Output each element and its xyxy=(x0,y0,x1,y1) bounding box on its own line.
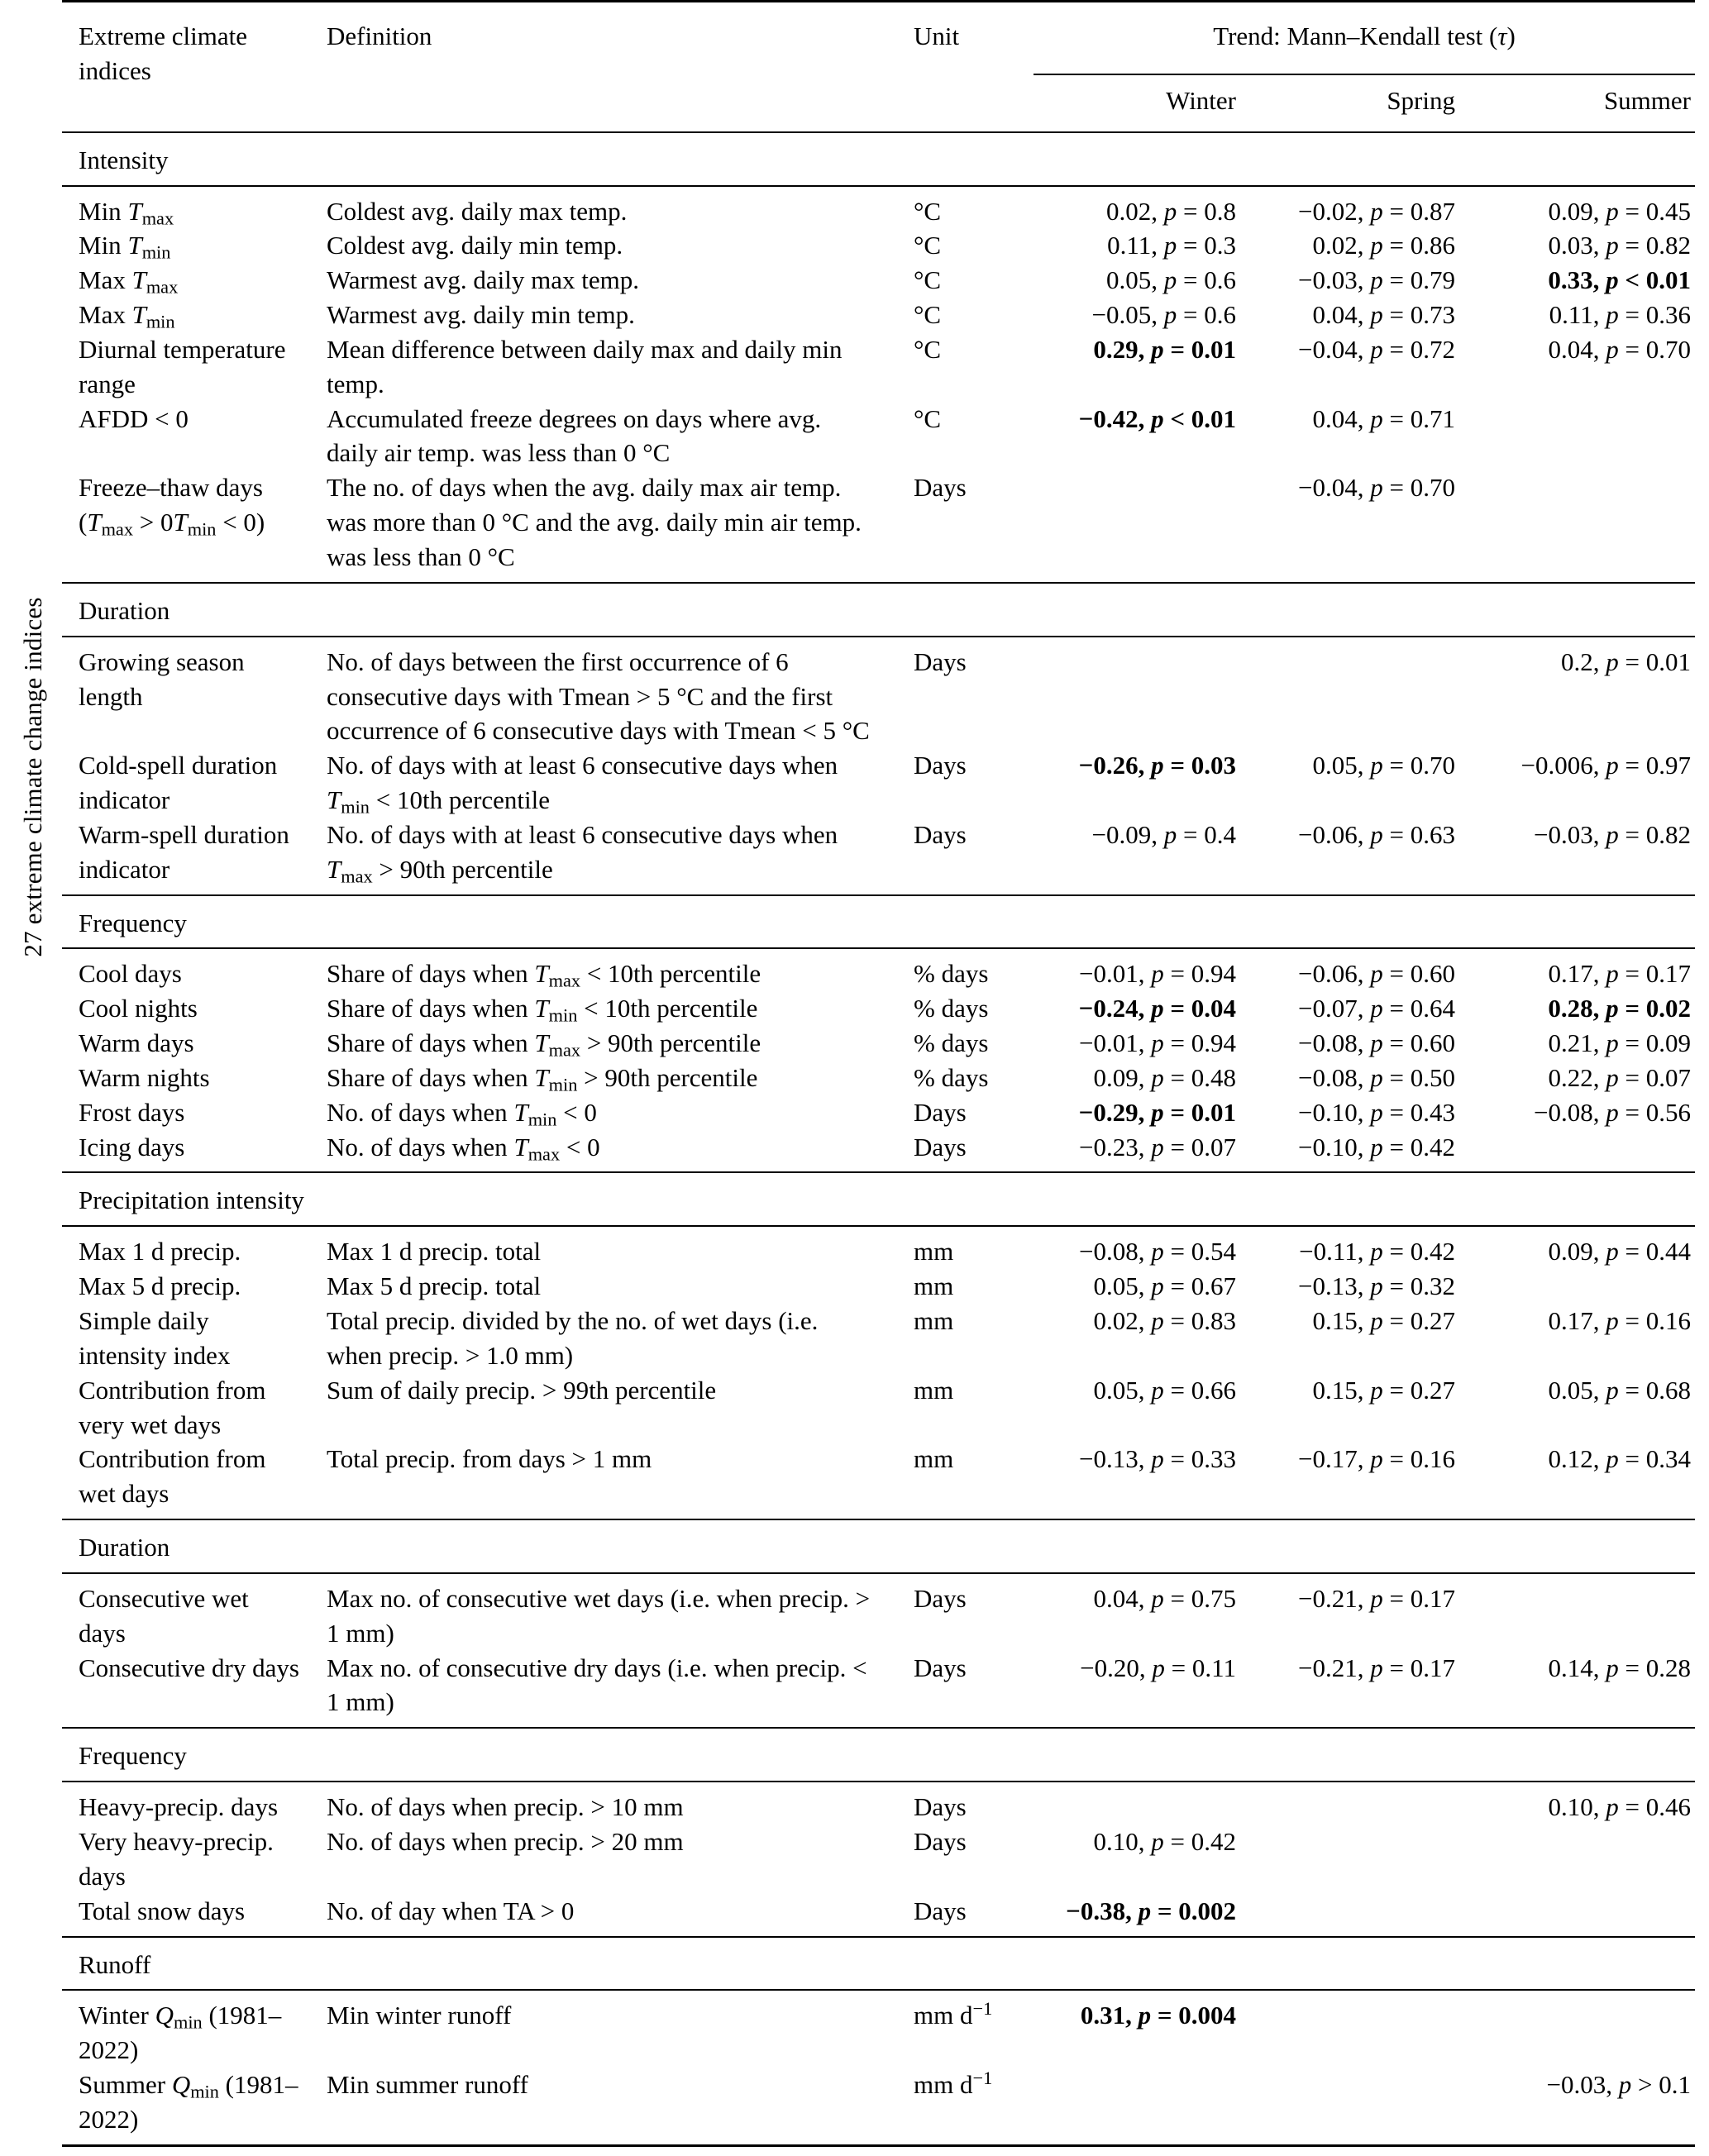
cell-spring: 0.02, p = 0.86 xyxy=(1312,231,1455,260)
cell-summer xyxy=(1459,1894,1695,1937)
cell-definition: No. of days with at least 6 consecutive days when $T_{min} < 10th$ percentile xyxy=(327,751,838,818)
cell-spring xyxy=(1240,2068,1459,2145)
section-header-row xyxy=(62,583,1695,637)
cell-unit: mm xyxy=(914,1444,954,1474)
cell-unit: mm xyxy=(914,1375,954,1405)
cell-winter: −0.38, p = 0.002 xyxy=(1066,1896,1236,1925)
cell-index: Contribution from wet days xyxy=(79,1444,266,1509)
cell-summer: 0.11, p = 0.36 xyxy=(1549,300,1691,330)
cell-definition: Total precip. from days > 1 mm xyxy=(327,1444,652,1474)
table-row xyxy=(62,818,1695,895)
table-header xyxy=(62,2,1695,132)
cell-spring: −0.10, p = 0.43 xyxy=(1298,1097,1455,1127)
cell-definition: Min winter runoff xyxy=(327,2001,512,2030)
cell-index: Summer $Q_{min}$ (1981–2022) xyxy=(79,2070,298,2134)
cell-definition: Max 1 d precip. total xyxy=(327,1237,542,1266)
cell-summer xyxy=(1459,1824,1695,1894)
table-row xyxy=(62,1782,1695,1824)
cell-summer: 0.21, p = 0.09 xyxy=(1548,1028,1691,1058)
cell-winter: −0.13, p = 0.33 xyxy=(1079,1444,1236,1474)
cell-definition: Coldest avg. daily max temp. xyxy=(327,196,628,226)
table-row xyxy=(62,1373,1695,1443)
cell-definition: No. of days between the first occurrence of 6 consecutive days with Tmean > 5 °C and the first occurrence of 6 consecutive days with Tmean < 5 °C xyxy=(327,646,870,746)
cell-index: Min $T_{min}$ xyxy=(79,231,171,263)
table-row xyxy=(62,1061,1695,1095)
cell-spring: −0.07, p = 0.64 xyxy=(1298,994,1455,1023)
cell-unit: % days xyxy=(914,1062,989,1092)
cell-winter: −0.20, p = 0.11 xyxy=(1080,1653,1236,1682)
cell-winter: −0.08, p = 0.54 xyxy=(1079,1237,1236,1266)
section-header-row xyxy=(62,1937,1695,1991)
cell-definition: Share of days when $T_{max} < 10th$ percentile xyxy=(327,959,761,991)
cell-winter: 0.29, p = 0.01 xyxy=(1093,334,1236,364)
cell-winter: −0.29, p = 0.01 xyxy=(1078,1097,1236,1127)
section-title: Precipitation intensity xyxy=(62,1172,1695,1226)
table-row xyxy=(62,948,1695,991)
table-body xyxy=(62,132,1695,2146)
table-row xyxy=(62,1095,1695,1130)
cell-spring: 0.04, p = 0.73 xyxy=(1312,300,1455,330)
cell-summer xyxy=(1459,1573,1695,1651)
cell-definition: Share of days when $T_{max} > 90th$ percentile xyxy=(327,1028,761,1061)
cell-index: Max 1 d precip. xyxy=(79,1237,241,1266)
table-row xyxy=(62,228,1695,263)
cell-spring: 0.15, p = 0.27 xyxy=(1312,1375,1455,1405)
table-row xyxy=(62,1990,1695,2068)
cell-spring: −0.21, p = 0.17 xyxy=(1298,1583,1455,1613)
cell-index: Cool days xyxy=(79,959,182,989)
cell-spring: 0.15, p = 0.27 xyxy=(1312,1306,1455,1335)
cell-winter xyxy=(1034,470,1240,583)
header-definition: Definition xyxy=(327,21,432,50)
cell-unit: % days xyxy=(914,1028,989,1058)
section-title: Duration xyxy=(62,583,1695,637)
cell-definition: No. of days when $T_{min} < 0$ xyxy=(327,1097,597,1130)
cell-summer: 0.09, p = 0.45 xyxy=(1548,196,1691,226)
section-title: Duration xyxy=(62,1519,1695,1573)
cell-index: Simple daily intensity index xyxy=(79,1306,231,1370)
cell-index: Max 5 d precip. xyxy=(79,1271,241,1301)
table-row xyxy=(62,2068,1695,2145)
cell-spring: −0.08, p = 0.60 xyxy=(1298,1028,1455,1058)
cell-index: Warm days xyxy=(79,1028,194,1058)
cell-definition: Warmest avg. daily min temp. xyxy=(327,300,635,330)
header-row-top xyxy=(62,2,1695,74)
cell-unit: Days xyxy=(914,819,967,849)
cell-unit: °C xyxy=(914,196,942,226)
cell-winter: −0.42, p < 0.01 xyxy=(1078,403,1236,433)
section-title: Runoff xyxy=(62,1937,1695,1991)
cell-summer: 0.09, p = 0.44 xyxy=(1548,1237,1691,1266)
cell-unit: mm xyxy=(914,1306,954,1335)
cell-index: Winter $Q_{min}$ (1981–2022) xyxy=(79,2001,282,2065)
header-extreme-climate-indices: Extreme climate indices xyxy=(79,21,247,85)
cell-unit: Days xyxy=(914,1653,967,1682)
cell-spring: −0.03, p = 0.79 xyxy=(1298,265,1455,295)
cell-unit: °C xyxy=(914,265,942,295)
cell-winter xyxy=(1034,1782,1240,1824)
cell-spring: −0.11, p = 0.42 xyxy=(1299,1237,1455,1266)
table-row xyxy=(62,332,1695,402)
table-row xyxy=(62,991,1695,1026)
cell-summer: 0.04, p = 0.70 xyxy=(1548,334,1691,364)
cell-definition: Max no. of consecutive dry days (i.e. when precip. < 1 mm) xyxy=(327,1653,867,1717)
cell-winter: −0.24, p = 0.04 xyxy=(1078,994,1236,1023)
rotated-side-label: 27 extreme climate change indices xyxy=(18,597,47,957)
table-row xyxy=(62,1304,1695,1373)
cell-definition: Max 5 d precip. total xyxy=(327,1271,542,1301)
cell-summer xyxy=(1459,1990,1695,2068)
cell-index: Heavy-precip. days xyxy=(79,1792,279,1822)
cell-unit: Days xyxy=(914,473,967,503)
cell-index: Icing days xyxy=(79,1132,185,1161)
table-row xyxy=(62,1130,1695,1173)
cell-index: Max $T_{min}$ xyxy=(79,300,175,332)
cell-unit: % days xyxy=(914,994,989,1023)
section-header-row xyxy=(62,1172,1695,1226)
cell-unit: mm $d^{-1}$ xyxy=(914,2067,993,2100)
cell-winter: 0.05, p = 0.6 xyxy=(1106,265,1236,295)
table-row xyxy=(62,1824,1695,1894)
cell-definition: Warmest avg. daily max temp. xyxy=(327,265,640,295)
cell-definition: No. of days when precip. > 20 mm xyxy=(327,1826,684,1856)
cell-unit: mm $d^{-1}$ xyxy=(914,1998,993,2030)
cell-unit: Days xyxy=(914,1583,967,1613)
cell-winter: 0.31, p = 0.004 xyxy=(1080,2001,1236,2030)
table-row xyxy=(62,470,1695,583)
table-row xyxy=(62,748,1695,818)
cell-unit: Days xyxy=(914,646,967,676)
cell-summer: 0.17, p = 0.16 xyxy=(1548,1306,1691,1335)
cell-summer xyxy=(1459,1269,1695,1304)
section-header-row xyxy=(62,1728,1695,1782)
cell-summer: −0.006, p = 0.97 xyxy=(1520,751,1691,780)
cell-definition: Share of days when $T_{min} > 90th$ percentile xyxy=(327,1062,758,1095)
cell-spring: −0.02, p = 0.87 xyxy=(1298,196,1455,226)
cell-unit: Days xyxy=(914,751,967,780)
table-row xyxy=(62,186,1695,229)
cell-definition: The no. of days when the avg. daily max air temp. was more than 0 °C and the avg. daily min air temp. was less than 0 °C xyxy=(327,473,862,571)
cell-index: Consecutive wet days xyxy=(79,1583,249,1648)
cell-summer: 0.03, p = 0.82 xyxy=(1548,231,1691,260)
table-row xyxy=(62,1651,1695,1729)
cell-winter: 0.05, p = 0.66 xyxy=(1093,1375,1236,1405)
cell-winter: 0.02, p = 0.8 xyxy=(1106,196,1236,226)
table-row xyxy=(62,637,1695,749)
cell-index: Min $T_{max}$ xyxy=(79,196,174,229)
section-title: Intensity xyxy=(62,132,1695,186)
cell-winter: −0.09, p = 0.4 xyxy=(1091,819,1236,849)
cell-definition: No. of day when TA > 0 xyxy=(327,1896,575,1925)
table-row xyxy=(62,402,1695,471)
table-row xyxy=(62,1573,1695,1651)
cell-index: Warm-spell duration indicator xyxy=(79,819,289,884)
cell-summer: 0.28, p = 0.02 xyxy=(1548,994,1691,1023)
cell-index: Freeze–thaw days $(T_{max} > 0T_{min} < 0)$ xyxy=(79,473,265,540)
cell-spring: 0.05, p = 0.70 xyxy=(1312,751,1455,780)
section-header-row xyxy=(62,895,1695,949)
cell-winter: 0.10, p = 0.42 xyxy=(1093,1826,1236,1856)
header-season-spring: Spring xyxy=(1387,85,1455,115)
cell-definition: Total precip. divided by the no. of wet days (i.e. when precip. > 1.0 mm) xyxy=(327,1306,819,1370)
cell-definition: Mean difference between daily max and daily min temp. xyxy=(327,334,843,398)
cell-winter: 0.11, p = 0.3 xyxy=(1107,231,1236,260)
cell-spring: −0.13, p = 0.32 xyxy=(1298,1271,1455,1301)
cell-winter: −0.23, p = 0.07 xyxy=(1079,1132,1236,1161)
cell-definition: No. of days with at least 6 consecutive days when $T_{max} > 90th$ percentile xyxy=(327,819,838,887)
cell-summer: 0.05, p = 0.68 xyxy=(1548,1375,1691,1405)
cell-index: Warm nights xyxy=(79,1062,210,1092)
section-title: Frequency xyxy=(62,895,1695,949)
cell-summer xyxy=(1459,1130,1695,1173)
cell-index: Contribution from very wet days xyxy=(79,1375,266,1439)
cell-spring: −0.06, p = 0.60 xyxy=(1298,959,1455,989)
cell-definition: Min summer runoff xyxy=(327,2070,528,2100)
cell-index: Very heavy-precip. days xyxy=(79,1826,274,1891)
cell-summer: 0.2, p = 0.01 xyxy=(1561,646,1691,676)
cell-definition: Sum of daily precip. > 99th percentile xyxy=(327,1375,717,1405)
cell-spring xyxy=(1240,637,1459,749)
cell-summer: −0.03, p = 0.82 xyxy=(1534,819,1691,849)
header-unit: Unit xyxy=(914,21,960,50)
section-header-row xyxy=(62,132,1695,186)
cell-spring: −0.17, p = 0.16 xyxy=(1298,1444,1455,1474)
cell-winter: 0.09, p = 0.48 xyxy=(1093,1062,1236,1092)
cell-winter: −0.01, p = 0.94 xyxy=(1079,959,1236,989)
cell-spring xyxy=(1240,1824,1459,1894)
cell-definition: Share of days when $T_{min} < 10th$ percentile xyxy=(327,994,758,1026)
cell-index: Growing season length xyxy=(79,646,245,711)
cell-index: Diurnal temperature range xyxy=(79,334,286,398)
table-row xyxy=(62,298,1695,332)
cell-definition: Coldest avg. daily min temp. xyxy=(327,231,623,260)
cell-unit: mm xyxy=(914,1271,954,1301)
section-title: Frequency xyxy=(62,1728,1695,1782)
cell-spring xyxy=(1240,1990,1459,2068)
cell-unit: °C xyxy=(914,403,942,433)
cell-unit: °C xyxy=(914,334,942,364)
cell-spring: −0.08, p = 0.50 xyxy=(1298,1062,1455,1092)
cell-winter: 0.04, p = 0.75 xyxy=(1093,1583,1236,1613)
table-row xyxy=(62,263,1695,298)
section-header-row xyxy=(62,1519,1695,1573)
cell-spring xyxy=(1240,1894,1459,1937)
cell-unit: % days xyxy=(914,959,989,989)
cell-index: Total snow days xyxy=(79,1896,246,1925)
cell-winter xyxy=(1034,637,1240,749)
cell-spring xyxy=(1240,1782,1459,1824)
cell-unit: Days xyxy=(914,1132,967,1161)
cell-definition: Accumulated freeze degrees on days where avg. daily air temp. was less than 0 °C xyxy=(327,403,822,468)
cell-unit: °C xyxy=(914,231,942,260)
header-trend-mann-kendall: Trend: Mann–Kendall test (τ) xyxy=(1034,2,1695,74)
cell-unit: Days xyxy=(914,1826,967,1856)
cell-index: AFDD < 0 xyxy=(79,403,189,433)
cell-summer: −0.08, p = 0.56 xyxy=(1534,1097,1691,1127)
cell-spring: −0.04, p = 0.72 xyxy=(1298,334,1455,364)
table-row xyxy=(62,1894,1695,1937)
cell-unit: °C xyxy=(914,300,942,330)
header-season-summer: Summer xyxy=(1603,85,1691,115)
cell-summer: −0.03, p > 0.1 xyxy=(1546,2070,1691,2100)
cell-winter: −0.01, p = 0.94 xyxy=(1079,1028,1236,1058)
cell-winter: 0.02, p = 0.83 xyxy=(1093,1306,1236,1335)
cell-unit: Days xyxy=(914,1097,967,1127)
cell-summer: 0.14, p = 0.28 xyxy=(1548,1653,1691,1682)
cell-index: Consecutive dry days xyxy=(79,1653,299,1682)
cell-summer xyxy=(1459,402,1695,471)
cell-index: Frost days xyxy=(79,1097,185,1127)
table-row xyxy=(62,1442,1695,1519)
cell-index: Cool nights xyxy=(79,994,198,1023)
table-row xyxy=(62,1226,1695,1269)
cell-index: Max $T_{max}$ xyxy=(79,265,179,298)
cell-unit: Days xyxy=(914,1792,967,1822)
cell-winter: −0.26, p = 0.03 xyxy=(1078,751,1236,780)
cell-summer: 0.17, p = 0.17 xyxy=(1548,959,1691,989)
cell-spring: −0.21, p = 0.17 xyxy=(1298,1653,1455,1682)
cell-summer: 0.33, p < 0.01 xyxy=(1548,265,1691,295)
climate-indices-table xyxy=(62,0,1695,2147)
cell-spring: −0.10, p = 0.42 xyxy=(1298,1132,1455,1161)
cell-winter xyxy=(1034,2068,1240,2145)
table-row xyxy=(62,1026,1695,1061)
cell-spring: −0.06, p = 0.63 xyxy=(1298,819,1455,849)
cell-summer: 0.12, p = 0.34 xyxy=(1548,1444,1691,1474)
cell-summer: 0.22, p = 0.07 xyxy=(1548,1062,1691,1092)
cell-winter: 0.05, p = 0.67 xyxy=(1093,1271,1236,1301)
table-row xyxy=(62,1269,1695,1304)
cell-definition: No. of days when $T_{max} < 0$ xyxy=(327,1132,600,1165)
cell-summer xyxy=(1459,470,1695,583)
cell-definition: No. of days when precip. > 10 mm xyxy=(327,1792,684,1822)
cell-spring: −0.04, p = 0.70 xyxy=(1298,473,1455,503)
cell-definition: Max no. of consecutive wet days (i.e. when precip. > 1 mm) xyxy=(327,1583,871,1648)
cell-unit: Days xyxy=(914,1896,967,1925)
cell-index: Cold-spell duration indicator xyxy=(79,751,278,815)
cell-spring: 0.04, p = 0.71 xyxy=(1312,403,1455,433)
cell-winter: −0.05, p = 0.6 xyxy=(1091,300,1236,330)
cell-unit: mm xyxy=(914,1237,954,1266)
cell-summer: 0.10, p = 0.46 xyxy=(1548,1792,1691,1822)
header-season-winter: Winter xyxy=(1166,85,1236,115)
